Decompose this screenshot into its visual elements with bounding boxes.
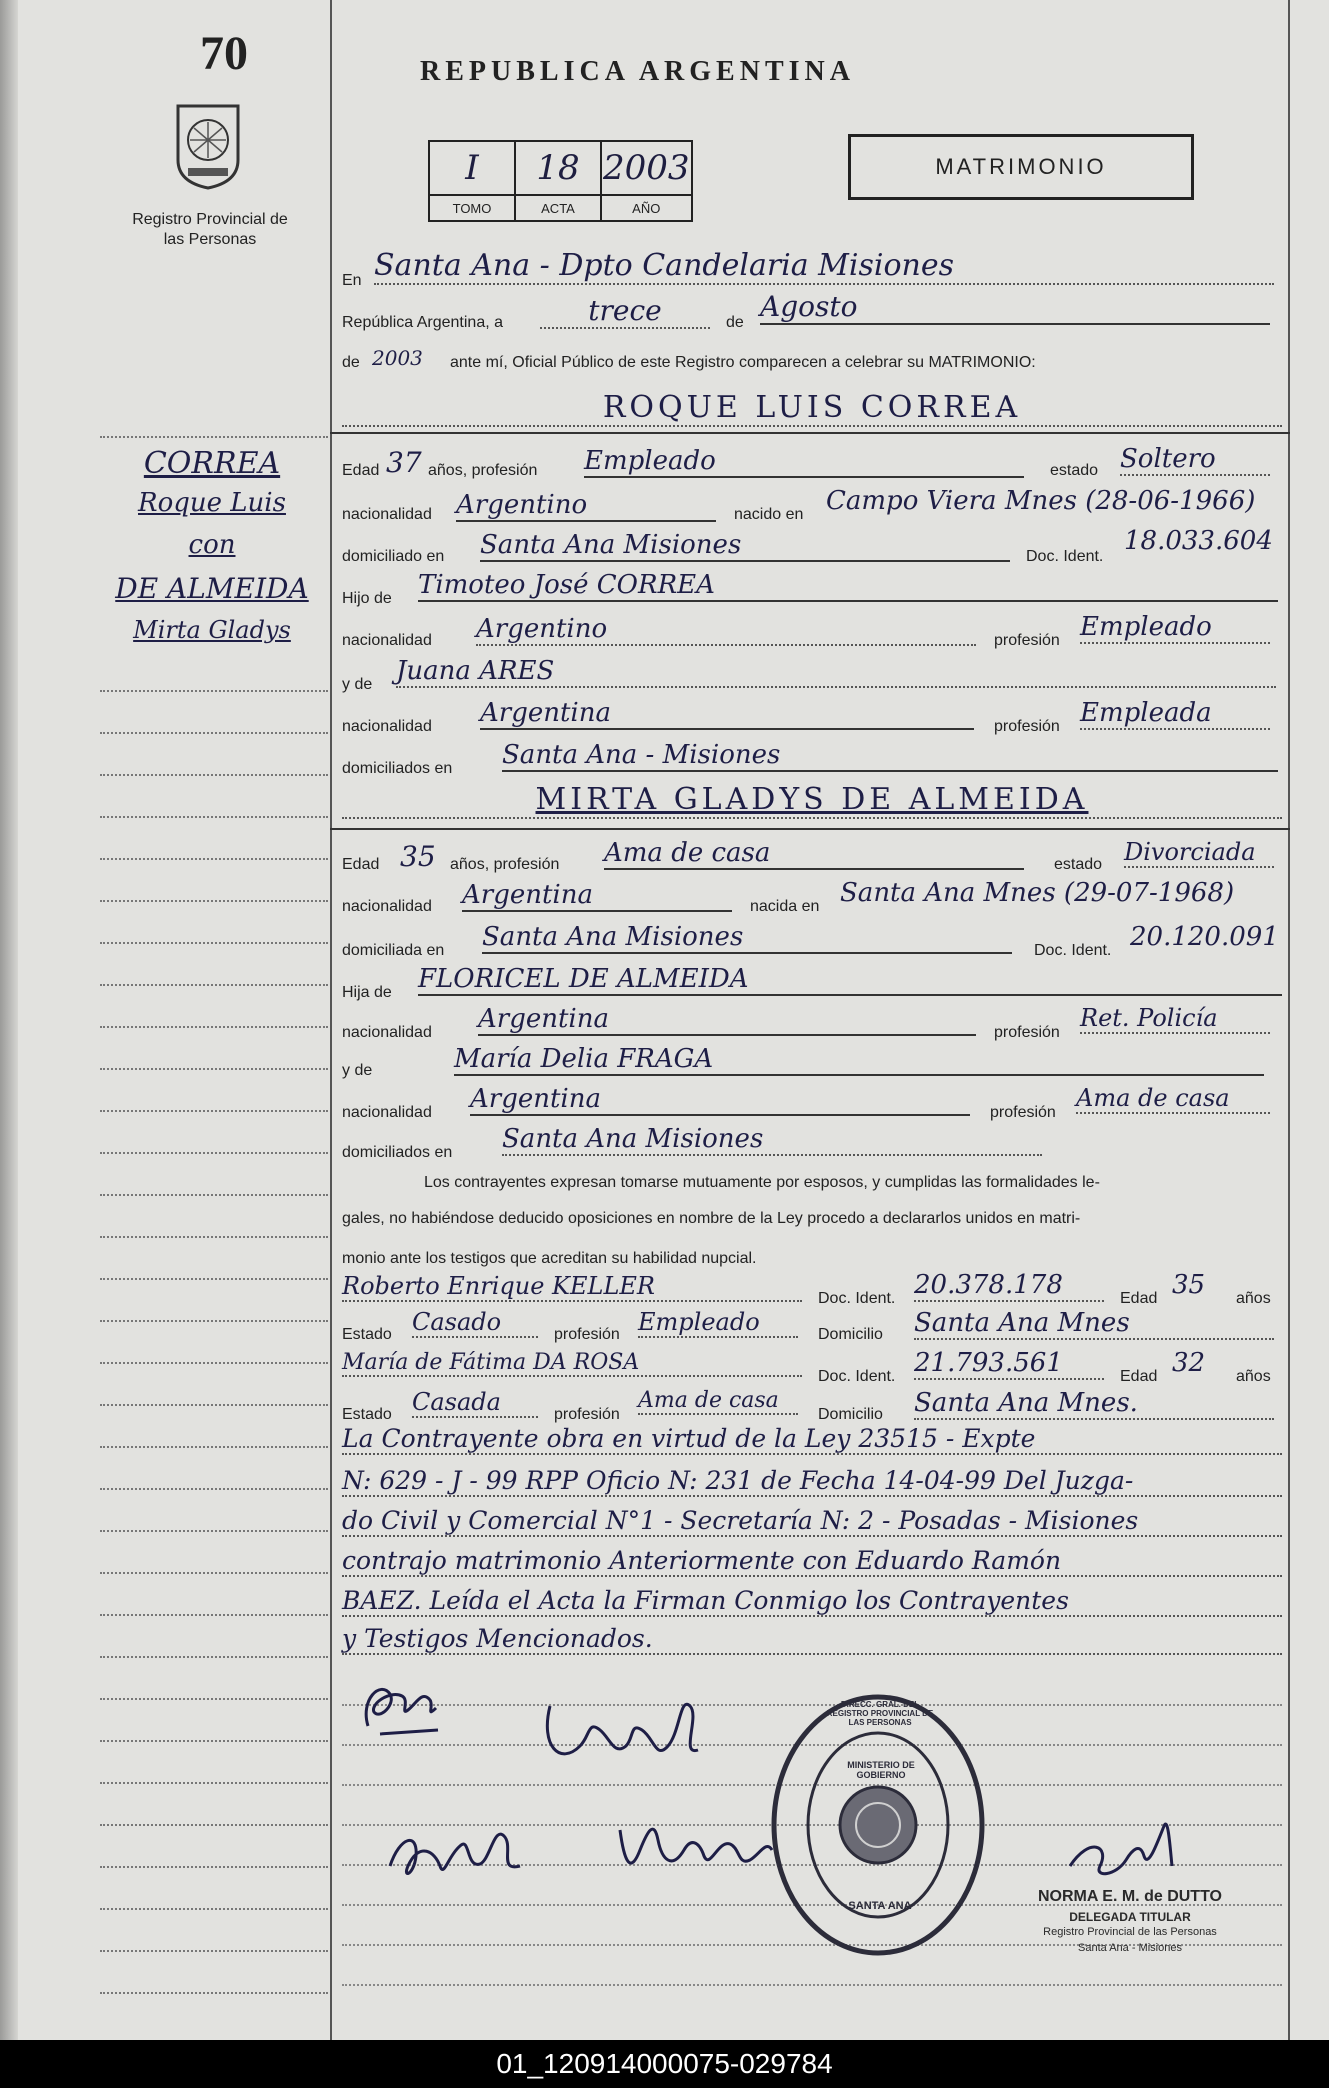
country-title: REPUBLICA ARGENTINA [420,56,855,87]
groom-age: 37 [386,446,422,479]
margin-line [100,1698,328,1700]
witness2-anos-label: años [1236,1368,1271,1385]
declaration-line-2: gales, no habiéndose deducido oposiciones en nombre de la Ley procedo a declararlos unidos en matri- [342,1210,1081,1227]
groom-doc-label: Doc. Ident. [1026,548,1104,565]
bride-doc: 20.120.091 [1130,922,1279,952]
margin-line [100,1446,328,1448]
groom-yde-label: y de [342,676,373,693]
groom-father-prof-label: profesión [994,632,1060,649]
witness1-signature [370,1806,540,1896]
groom-father: Timoteo José CORREA [418,570,1278,602]
bride-age: 35 [400,840,436,873]
groom-edad-label: Edad [342,462,380,479]
margin-line [100,942,328,944]
margin-con: con [188,530,236,560]
groom-father-nat-label: nacionalidad [342,632,432,649]
bride-mother-nationality: Argentina [470,1084,970,1116]
margin-line [100,1866,328,1868]
witness2-status: Casada [412,1388,538,1418]
witness2-doc-label: Doc. Ident. [818,1368,896,1385]
witness2-age: 32 [1172,1348,1206,1378]
bride-father: FLORICEL DE ALMEIDA [418,964,1282,996]
bride-mother-profession: Ama de casa [1076,1084,1270,1114]
witness2-edad-label: Edad [1120,1368,1158,1385]
margin-given-groom: Roque Luis [138,488,286,518]
witness1-doc-label: Doc. Ident. [818,1290,896,1307]
margin-line [100,1152,328,1154]
margin-line [100,816,328,818]
margin-line [100,732,328,734]
bride-hija-label: Hija de [342,984,392,1001]
bride-dom-label: domiciliada en [342,942,445,959]
note-line-6: y Testigos Mencionados. [342,1624,1282,1655]
margin-given-bride: Mirta Gladys [133,616,291,644]
groom-mother: Juana ARES [396,656,1276,688]
margin-line [100,1950,328,1952]
bride-doc-label: Doc. Ident. [1034,942,1112,959]
bride-status: Divorciada [1124,838,1274,868]
groom-status: Soltero [1120,444,1270,476]
margin-line [100,1530,328,1532]
place-field: Santa Ana - Dpto Candelaria Misiones [374,248,1274,285]
margin-line [100,858,328,860]
day-field: trece [540,294,710,329]
groom-father-profession: Empleado [1080,612,1270,644]
en-label: En [342,272,362,289]
bride-mother-prof-label: profesión [990,1104,1056,1121]
margin-line [100,1236,328,1238]
witness1-estado-label: Estado [342,1326,392,1343]
groom-parents-domicile: Santa Ana - Misiones [502,740,1278,772]
margin-line [100,1362,328,1364]
groom-nac-label: nacionalidad [342,506,432,523]
margin-line [100,690,328,692]
filename-bar: 01_120914000075-029784 [0,2040,1329,2088]
margin-line [100,1110,328,1112]
groom-mother-profession: Empleada [1080,698,1270,730]
bride-yde-label: y de [342,1062,373,1079]
witness1-doc: 20.378.178 [914,1270,1104,1302]
note-line-3: do Civil y Comercial N°1 - Secretaría N: 2 - Posadas - Misiones [342,1506,1282,1537]
tomo-acta-table [428,140,693,222]
witness1-profession: Empleado [638,1308,798,1338]
margin-line [100,1992,328,1994]
official-name: NORMA E. M. de DUTTO [1038,1888,1222,1905]
margin-surname-bride: DE ALMEIDA [115,572,309,605]
bride-profession: Ama de casa [604,838,1024,870]
margin-line [100,436,328,438]
bride-father-profession: Ret. Policía [1080,1004,1270,1034]
acta-label: ACTA [515,195,601,221]
bride-estado-label: estado [1054,856,1103,873]
groom-birthplace: Campo Viera Mnes (28-06-1966) [826,486,1256,516]
bride-signature [530,1676,710,1786]
bride-domicile: Santa Ana Misiones [482,922,1012,954]
witness1-anos-label: años [1236,1290,1271,1307]
groom-father-nationality: Argentino [476,614,976,646]
official-place: Santa Ana - Misiones [1078,1942,1182,1954]
groom-hijo-label: Hijo de [342,590,392,607]
year-field: 2003 [372,346,423,370]
margin-line [100,1614,328,1616]
groom-name: ROQUE LUIS CORREA [342,390,1282,427]
right-rule [1288,0,1290,2040]
groom-doc: 18.033.604 [1124,526,1273,556]
witness1-prof-label: profesión [554,1326,620,1343]
de-year-label: de [342,354,360,371]
margin-line [100,900,328,902]
margin-line [100,1740,328,1742]
act-type-box: MATRIMONIO [848,134,1194,200]
groom-mother-prof-label: profesión [994,718,1060,735]
bride-nationality: Argentina [462,880,732,912]
witness2-domicile: Santa Ana Mnes. [914,1388,1274,1420]
witness1-status: Casado [412,1308,538,1338]
bride-father-nat-label: nacionalidad [342,1024,432,1041]
registry-stamp-icon [768,1690,988,1960]
stamp-ring-text: DIRECC. GRAL. DEL REGISTRO PROVINCIAL DE LAS PERSONAS [826,1700,934,1727]
margin-surname-groom: CORREA [143,446,281,481]
witness1-dom-label: Domicilio [818,1326,883,1343]
witness2-profession: Ama de casa [638,1388,798,1415]
bride-birthplace: Santa Ana Mnes (29-07-1968) [840,878,1235,908]
bride-nac-label: nacionalidad [342,898,432,915]
margin-line [100,1656,328,1658]
section-divider [330,828,1290,830]
bride-edad-label: Edad [342,856,380,873]
ano-label: AÑO [601,195,692,221]
margin-line [100,1320,328,1322]
witness2-signature [600,1800,780,1890]
groom-parents-dom-label: domiciliados en [342,760,453,777]
intro-statement: ante mí, Oficial Público de este Registro comparecen a celebrar su MATRIMONIO: [450,354,1036,371]
groom-profession: Empleado [584,446,1024,478]
official-signature [1060,1806,1180,1896]
margin-line [100,1488,328,1490]
note-line-4: contrajo matrimonio Anteriormente con Eduardo Ramón [342,1546,1282,1577]
margin-line [100,984,328,986]
bride-nacida-label: nacida en [750,898,820,915]
groom-anos-label: años, profesión [428,462,538,479]
margin-rule [330,0,332,2040]
note-line-2: N: 629 - J - 99 RPP Oficio N: 231 de Fecha 14-04-99 Del Juzga- [342,1466,1282,1497]
note-line-5: BAEZ. Leída el Acta la Firman Conmigo los Contrayentes [342,1586,1282,1617]
witness2-dom-label: Domicilio [818,1406,883,1423]
groom-estado-label: estado [1050,462,1099,479]
margin-line [100,774,328,776]
bride-parents-domicile: Santa Ana Misiones [502,1124,1042,1156]
margin-line [100,1782,328,1784]
provincial-seal-icon [168,98,248,190]
tomo-label: TOMO [429,195,515,221]
bride-father-nationality: Argentina [478,1004,976,1036]
registry-name: Registro Provincial de las Personas [132,211,288,248]
bride-parents-dom-label: domiciliados en [342,1144,453,1161]
section-divider [330,432,1290,434]
margin-line [100,1908,328,1910]
bride-name: MIRTA GLADYS DE ALMEIDA [342,782,1282,819]
groom-signature [350,1660,460,1750]
republica-label: República Argentina, a [342,314,503,331]
declaration-line-1: Los contrayentes expresan tomarse mutuamente por esposos, y cumplidas las formalidades le- [424,1174,1100,1191]
month-field: Agosto [760,290,1270,325]
witness2-doc: 21.793.561 [914,1348,1104,1380]
witness1-age: 35 [1172,1270,1206,1300]
groom-nacido-label: nacido en [734,506,804,523]
margin-line [100,1026,328,1028]
stamp-bottom-text: SANTA ANA [848,1900,912,1912]
witness2-estado-label: Estado [342,1406,392,1423]
note-line-1: La Contrayente obra en virtud de la Ley 23515 - Expte [342,1424,1282,1455]
bride-anos-label: años, profesión [450,856,560,873]
binding-shadow [0,0,18,2040]
groom-mother-nat-label: nacionalidad [342,718,432,735]
official-title: DELEGADA TITULAR [1069,1910,1191,1924]
declaration-line-3: monio ante los testigos que acreditan su habilidad nupcial. [342,1250,757,1267]
witness1-domicile: Santa Ana Mnes [914,1308,1274,1340]
margin-line [100,1824,328,1826]
margin-line [100,1068,328,1070]
official-registry: Registro Provincial de las Personas [1043,1926,1217,1938]
margin-line [100,1194,328,1196]
ano-value: 2003 [601,141,692,195]
stamp-inner-text: MINISTERIO DE GOBIERNO [847,1760,915,1780]
witness2-prof-label: profesión [554,1406,620,1423]
groom-dom-label: domiciliado en [342,548,445,565]
de-label: de [726,314,744,331]
tomo-value: I [429,141,515,195]
witness1-edad-label: Edad [1120,1290,1158,1307]
folio-number: 70 [200,27,248,80]
groom-domicile: Santa Ana Misiones [480,530,1010,562]
groom-mother-nationality: Argentina [480,698,974,730]
bride-mother: María Delia FRAGA [454,1044,1264,1076]
witness1-name: Roberto Enrique KELLER [342,1272,802,1302]
margin-line [100,1572,328,1574]
bride-mother-nat-label: nacionalidad [342,1104,432,1121]
margin-line [100,1278,328,1280]
groom-nationality: Argentino [456,490,716,522]
ruled-line [342,1984,1282,1986]
acta-value: 18 [515,141,601,195]
witness2-name: María de Fátima DA ROSA [342,1350,802,1377]
margin-line [100,1404,328,1406]
bride-father-prof-label: profesión [994,1024,1060,1041]
